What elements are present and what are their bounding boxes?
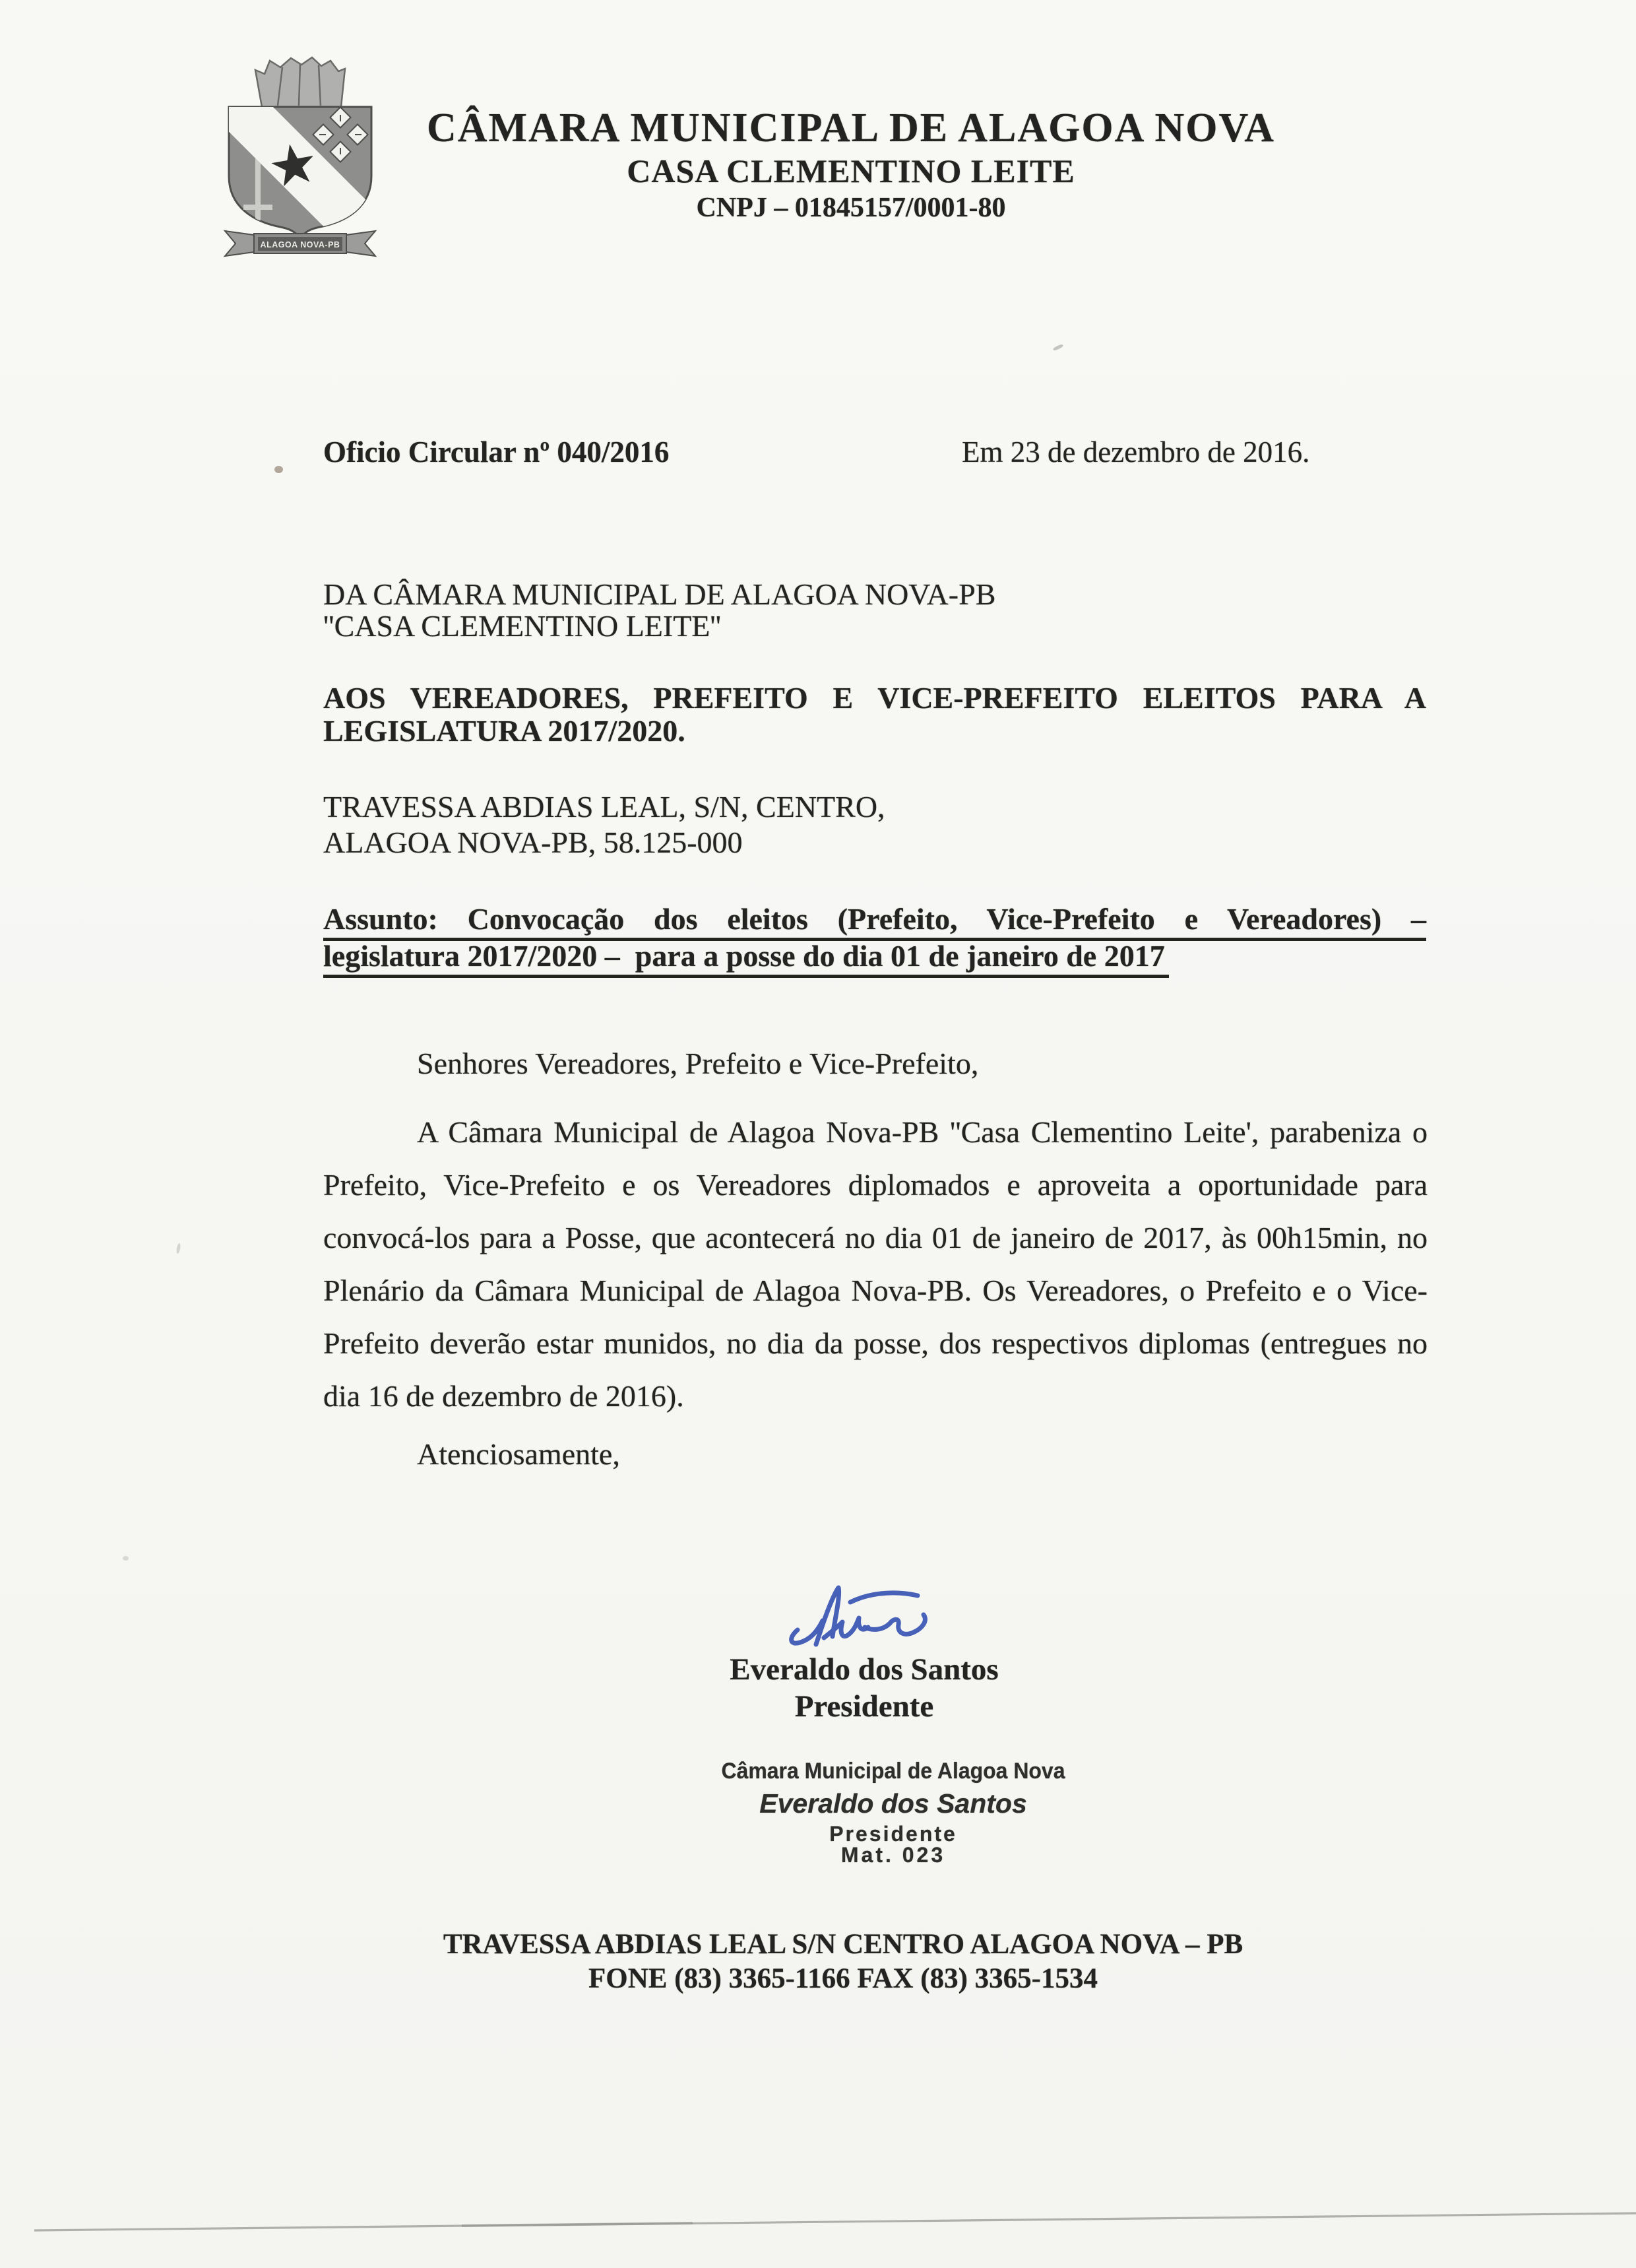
addressee-line-1: AOS VEREADORES, PREFEITO E VICE-PREFEITO ELEITOS PARA A [323, 681, 1426, 715]
stamp-registration-line: Mat. 023 [840, 1843, 946, 1867]
scan-speck [123, 1556, 129, 1561]
sender-line-1: DA CÂMARA MUNICIPAL DE ALAGOA NOVA-PB [323, 577, 996, 611]
footer-address: TRAVESSA ABDIAS LEAL S/N CENTRO ALAGOA NOVA – PB [443, 1929, 1243, 1960]
coat-of-arms [220, 54, 381, 260]
closing: Atenciosamente, [417, 1437, 620, 1471]
crest-crown [255, 57, 345, 107]
document-date: Em 23 de dezembro de 2016. [962, 436, 1310, 469]
handwritten-signature [787, 1580, 940, 1658]
signer-role: Presidente [794, 1689, 934, 1724]
footer-phone: FONE (83) 3365-1166 FAX (83) 3365-1534 [588, 1963, 1098, 1994]
org-subtitle: CASA CLEMENTINO LEITE [627, 152, 1075, 189]
org-title: CÂMARA MUNICIPAL DE ALAGOA NOVA [426, 106, 1275, 150]
document-number: Oficio Circular nº 040/2016 [323, 436, 670, 469]
stamp-name-line: Everaldo dos Santos [759, 1788, 1027, 1819]
subject-line-1: Assunto: Convocação dos eleitos (Prefeito, Vice-Prefeito e Vereadores) – [323, 903, 1426, 941]
addressee-line-2: LEGISLATURA 2017/2020. [323, 714, 685, 748]
signer-name: Everaldo dos Santos [730, 1652, 999, 1687]
scan-speck [274, 466, 283, 473]
crest-ribbon [225, 231, 375, 256]
stamp-role-line: Presidente [829, 1822, 957, 1846]
sender-line-2: ''CASA CLEMENTINO LEITE'' [323, 609, 721, 643]
scan-edge-line [0, 2197, 1636, 2244]
subject-line-2: legislatura 2017/2020 – para a posse do dia 01 de janeiro de 2017 [323, 940, 1169, 978]
address-line-1: TRAVESSA ABDIAS LEAL, S/N, CENTRO, [323, 790, 885, 824]
salutation: Senhores Vereadores, Prefeito e Vice-Prefeito, [417, 1047, 979, 1080]
org-cnpj: CNPJ – 01845157/0001-80 [696, 193, 1006, 223]
crest-banner-text: ALAGOA NOVA-PB [260, 240, 340, 249]
address-line-2: ALAGOA NOVA-PB, 58.125-000 [323, 826, 743, 859]
scan-speck [176, 1243, 181, 1254]
body-paragraph: A Câmara Municipal de Alagoa Nova-PB ''Casa Clementino Leite', parabeniza o Prefeito, Vice-Prefeito e os Vereadores diplomados e aproveita a oportunidade para convocá-los para a Posse, que acontecerá no dia 01 de janeiro de 2017, às 00h15min, no Plenário da Câmara Municipal de Alagoa Nova-PB. Os Vereadores, o Prefeito e o Vice-Prefeito deverão estar munidos, no dia da posse, dos respectivos diplomas (entregues no dia 16 de dezembro de 2016). [323, 1115, 1428, 1413]
scan-speck [1053, 344, 1064, 351]
stamp-org-line: Câmara Municipal de Alagoa Nova [721, 1759, 1065, 1784]
